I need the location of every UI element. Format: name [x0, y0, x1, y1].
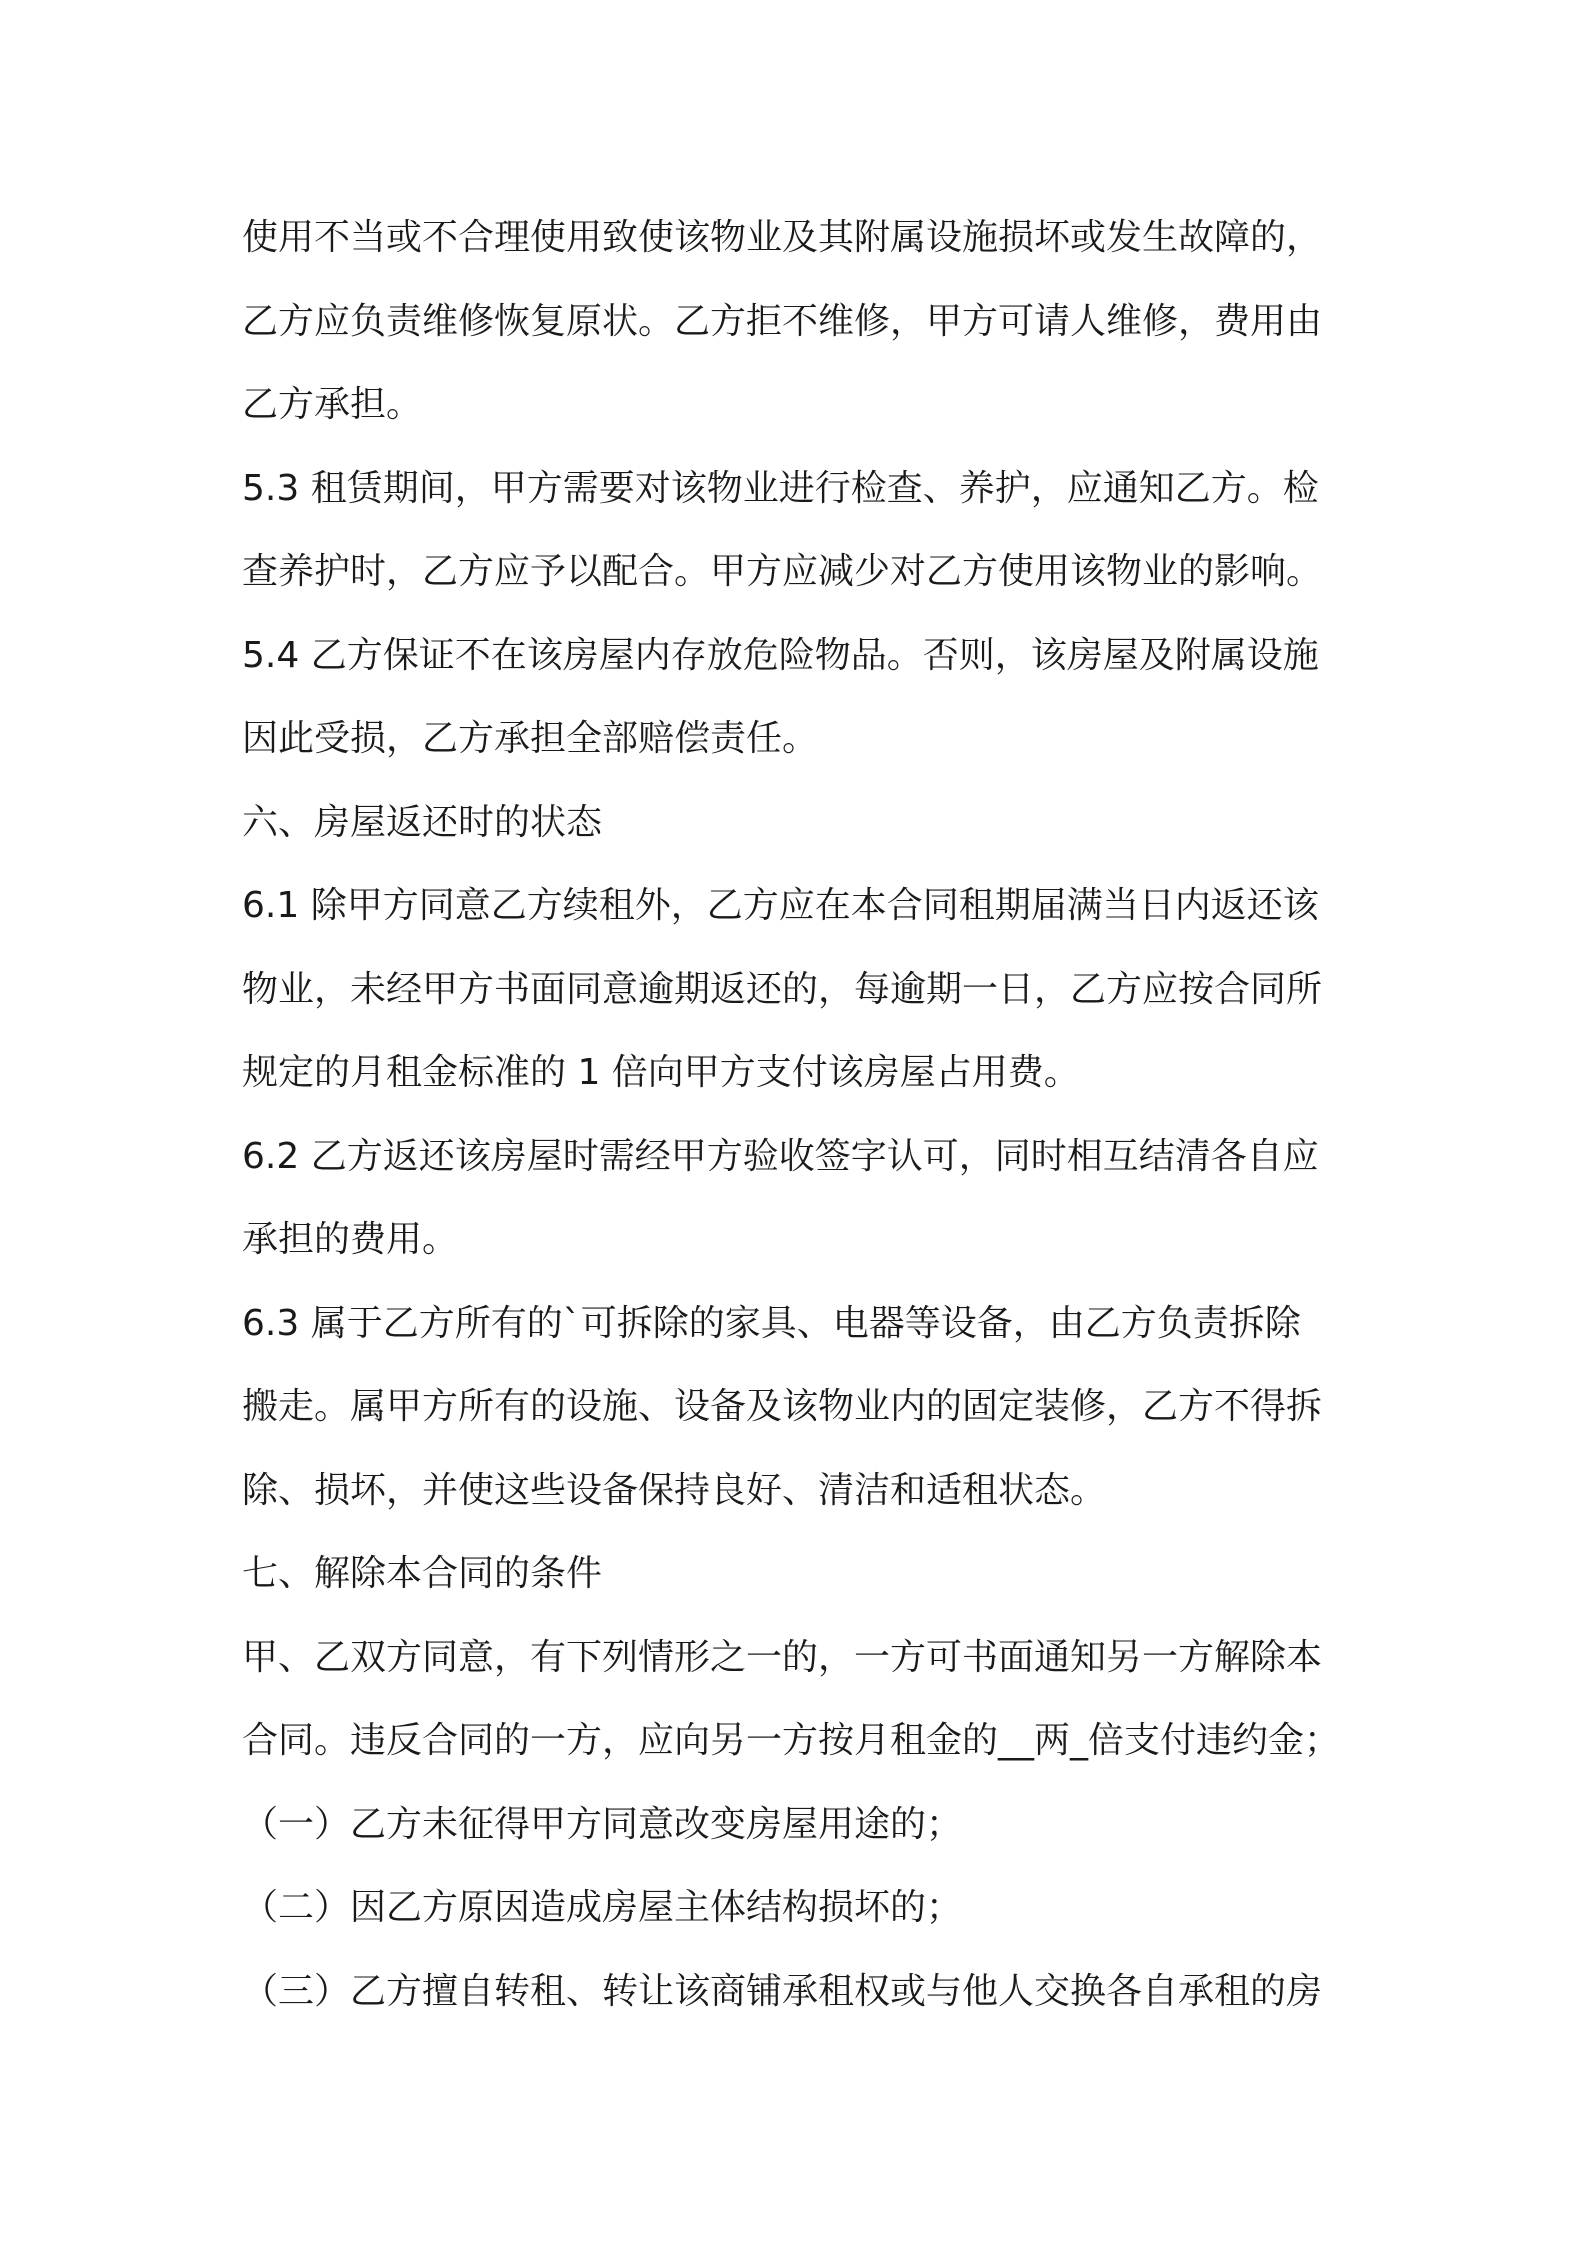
text-line: 甲、乙双方同意，有下列情形之一的，一方可书面通知另一方解除本 [242, 1636, 1323, 1678]
clause-5-3: 5.3 租赁期间，甲方需要对该物业进行检查、养护，应通知乙方。检 [242, 467, 1319, 509]
text-line: 查养护时，乙方应予以配合。甲方应减少对乙方使用该物业的影响。 [242, 551, 1323, 592]
clause-6-1: 6.1 除甲方同意乙方续租外，乙方应在本合同租期届满当日内返还该 [242, 885, 1319, 926]
text-line: 合同。违反合同的一方，应向另一方按月租金的__两_倍支付违约金； [242, 1720, 1341, 1761]
text-line: 除、损坏，并使这些设备保持良好、清洁和适租状态。 [242, 1469, 1107, 1511]
section-heading-6: 六、房屋返还时的状态 [242, 801, 603, 843]
text-line: 规定的月租金标准的 1 倍向甲方支付该房屋占用费。 [242, 1052, 1080, 1093]
clause-6-3: 6.3 属于乙方所有的`可拆除的家具、电器等设备，由乙方负责拆除 [242, 1302, 1301, 1344]
clause-5-4: 5.4 乙方保证不在该房屋内存放危险物品。否则，该房屋及附属设施 [242, 634, 1319, 676]
text-line: 物业，未经甲方书面同意逾期返还的，每逾期一日，乙方应按合同所 [242, 968, 1323, 1010]
text-line: 乙方应负责维修恢复原状。乙方拒不维修，甲方可请人维修，费用由 [242, 300, 1323, 342]
text-line: 因此受损，乙方承担全部赔偿责任。 [242, 718, 819, 759]
list-item-1: （一）乙方未征得甲方同意改变房屋用途的； [242, 1803, 963, 1845]
text-line: 乙方承担。 [242, 384, 423, 425]
clause-6-2: 6.2 乙方返还该房屋时需经甲方验收签字认可，同时相互结清各自应 [242, 1135, 1319, 1177]
list-item-3: （三）乙方擅自转租、转让该商铺承租权或与他人交换各自承租的房 [242, 1970, 1323, 2012]
document-body [242, 196, 1357, 2033]
text-line: 承担的费用。 [242, 1219, 459, 1260]
section-heading-7: 七、解除本合同的条件 [242, 1553, 603, 1594]
text-line: 使用不当或不合理使用致使该物业及其附属设施损坏或发生故障的， [242, 217, 1323, 258]
text-line: 搬走。属甲方所有的设施、设备及该物业内的固定装修，乙方不得拆 [242, 1386, 1323, 1427]
list-item-2: （二）因乙方原因造成房屋主体结构损坏的； [242, 1887, 963, 1928]
